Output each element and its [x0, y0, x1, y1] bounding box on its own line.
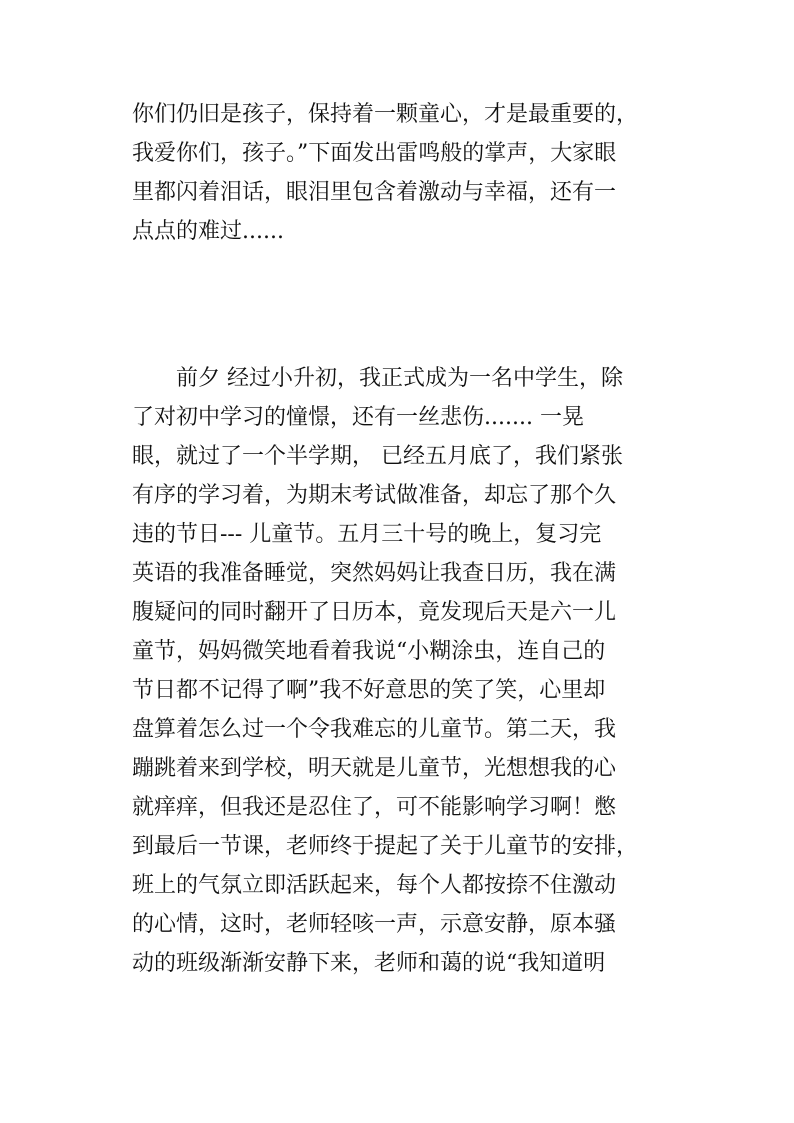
text-line: 眼，就过了一个半学期， 已经五月底了，我们紧张	[132, 444, 623, 469]
text-line: 到最后一节课，老师终于提起了关于儿童节的安排，	[132, 834, 639, 859]
text-line: 童节，妈妈微笑地看着我说“小糊涂虫，连自己的	[132, 639, 606, 664]
text-line: 违的节日--- 儿童节。五月三十号的晚上，复习完	[132, 522, 602, 547]
text-line: 的心情，这时，老师轻咳一声，示意安静，原本骚	[132, 912, 617, 937]
text-line: 我爱你们，孩子。”下面发出雷鸣般的掌声，大家眼	[132, 141, 617, 166]
text-line: 有序的学习着，为期末考试做准备，却忘了那个久	[132, 483, 617, 508]
text-line: 前夕 经过小升初，我正式成为一名中学生，除	[132, 366, 623, 391]
text-line: 蹦跳着来到学校，明天就是儿童节，光想想我的心	[132, 756, 617, 781]
text-line: 就痒痒，但我还是忍住了，可不能影响学习啊！憋	[132, 795, 617, 820]
text-line: 你们仍旧是孩子，保持着一颗童心，才是最重要的，	[132, 102, 639, 127]
text-line: 里都闪着泪话，眼泪里包含着激动与幸福，还有一	[132, 180, 617, 205]
paragraph-main	[132, 359, 672, 983]
text-line: 盘算着怎么过一个令我难忘的儿童节。第二天，我	[132, 717, 617, 742]
text-line: 班上的气氛立即活跃起来，每个人都按捺不住激动	[132, 873, 617, 898]
text-line: 了对初中学习的憧憬，还有一丝悲伤....... 一晃	[132, 405, 584, 430]
text-line: 英语的我准备睡觉，突然妈妈让我查日历，我在满	[132, 561, 617, 586]
text-line: 动的班级渐渐安静下来，老师和蔼的说“我知道明	[132, 951, 606, 976]
text-line: 腹疑问的同时翻开了日历本，竟发现后天是六一儿	[132, 600, 617, 625]
text-line: 点点的难过......	[132, 219, 284, 244]
text-line: 节日都不记得了啊”我不好意思的笑了笑，心里却	[132, 678, 606, 703]
paragraph-continued	[132, 95, 672, 251]
